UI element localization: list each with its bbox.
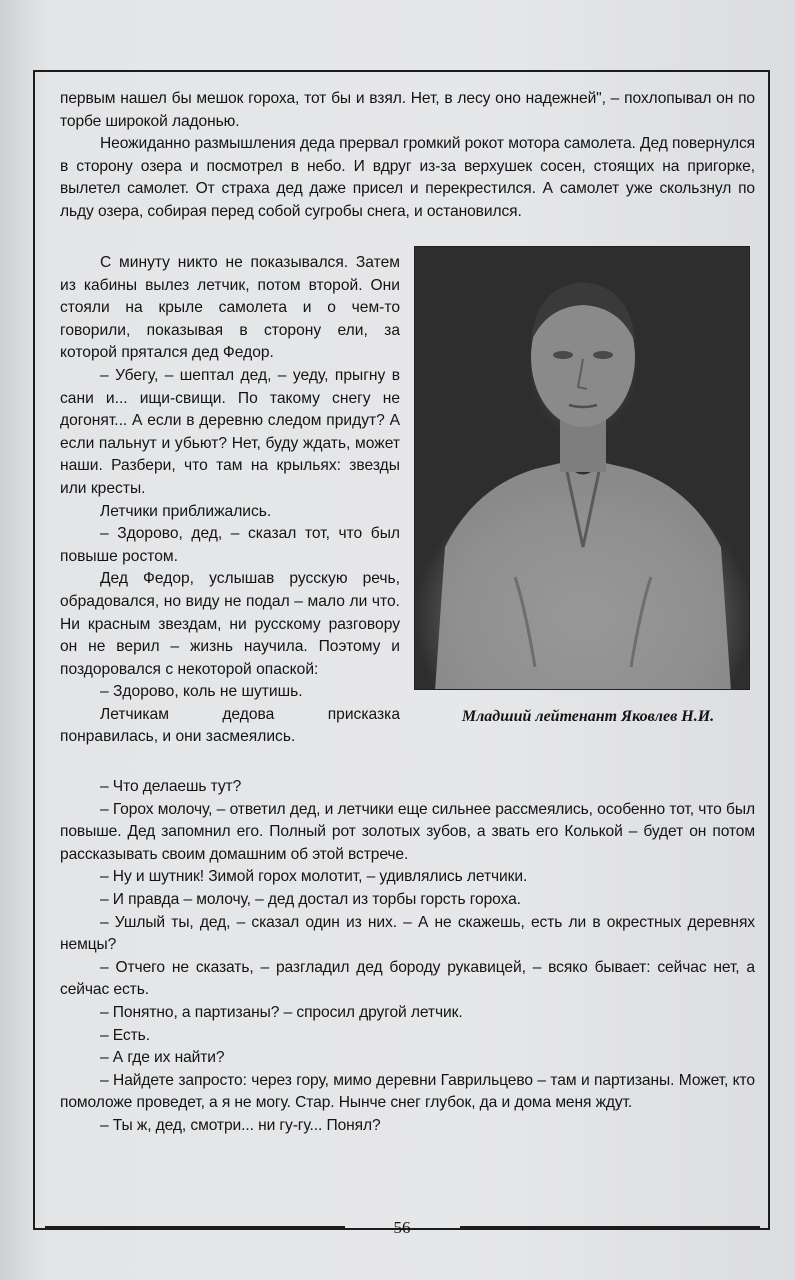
paragraph: – Горох молочу, – ответил дед, и летчики еще сильнее рассмеялись, особенно тот, что был повыше. Дед запомнил его. Полный рот золотых зубов, а звать его Колькой – будет он потом рассказывать своим домашним об этой встрече. <box>60 800 755 863</box>
top-text-block <box>60 88 755 224</box>
paragraph: – Что делаешь тут? <box>100 778 242 795</box>
paragraph: – Понятно, а партизаны? – спросил другой летчик. <box>100 1003 463 1021</box>
portrait-figure <box>415 247 750 690</box>
photo-caption: Младший лейтенант Яковлев Н.И. <box>461 708 715 725</box>
paragraph: Дед Федор, услышав русскую речь, обрадовался, но виду не подал – мало ли что. Ни красным звездам, ни русскому разговору он не верил – жизнь научила. Поэтому и поздоровался с некоторой опаской: <box>60 570 400 678</box>
paragraph: – Есть. <box>100 1026 150 1044</box>
footer-rule-right <box>460 1226 760 1228</box>
paragraph: Летчикам дедова присказка понравилась, и они засмеялись. <box>60 705 400 746</box>
paragraph: Неожиданно размышления деда прервал громкий рокот мотора самолета. Дед повернулся в сторону озера и посмотрел в небо. И вдруг из-за верхушек сосен, стоящих на пригорке, вылетел самолет. От страха дед даже присел и перекрестился. А самолет уже скользнул по льду озера, собирая перед собой сугробы снега, и остановился. <box>60 135 755 220</box>
paragraph: – Отчего не сказать, – разгладил дед бороду рукавицей, – всяко бывает: сейчас нет, а сейчас есть. <box>60 958 755 999</box>
paragraph: – Ну и шутник! Зимой горох молотит, – удивлялись летчики. <box>100 868 528 886</box>
paragraph: С минуту никто не показывался. Затем из кабины вылез летчик, потом второй. Они стояли на крыле самолета и о чем-то говорили, показывая в сторону ели, за которой прятался дед Федор. <box>60 254 400 362</box>
left-text-column <box>60 252 400 749</box>
footer-rule-left <box>45 1226 345 1228</box>
paragraph: – Ушлый ты, дед, – сказал один из них. – А не скажешь, есть ли в окрестных деревнях немцы? <box>60 913 755 954</box>
paragraph: Летчики приближались. <box>100 502 272 520</box>
paragraph: – Здорово, дед, – сказал тот, что был повыше ростом. <box>60 525 400 565</box>
paragraph: – Ты ж, дед, смотри... ни гу-гу... Понял? <box>100 1116 381 1134</box>
bottom-text-block <box>60 776 755 1138</box>
paragraph: – А где их найти? <box>100 1049 225 1067</box>
paragraph: – Найдете запросто: через гору, мимо деревни Гаврильцево – там и партизаны. Может, кто помоложе проведет, а я не могу. Стар. Нынче снег глубок, да и дома меня ждут. <box>60 1071 755 1112</box>
portrait-photo <box>414 246 750 690</box>
paragraph: – Убегу, – шептал дед, – уеду, прыгну в сани и... ищи-свищи. По такому снегу не догонят... А если в деревню следом придут? А если пальнут и убьют? Нет, буду ждать, может наши. Разбери, что там на крыльях: звезды или кресты. <box>60 366 400 497</box>
paragraph: – Здорово, коль не шутишь. <box>100 683 303 701</box>
paragraph: – И правда – молочу, – дед достал из торбы горсть гороха. <box>100 890 521 908</box>
page-number: 56 <box>393 1218 411 1237</box>
paragraph: первым нашел бы мешок гороха, тот бы и взял. Нет, в лесу оно надежней", – похлопывал он по торбе широкой ладонью. <box>60 90 755 130</box>
